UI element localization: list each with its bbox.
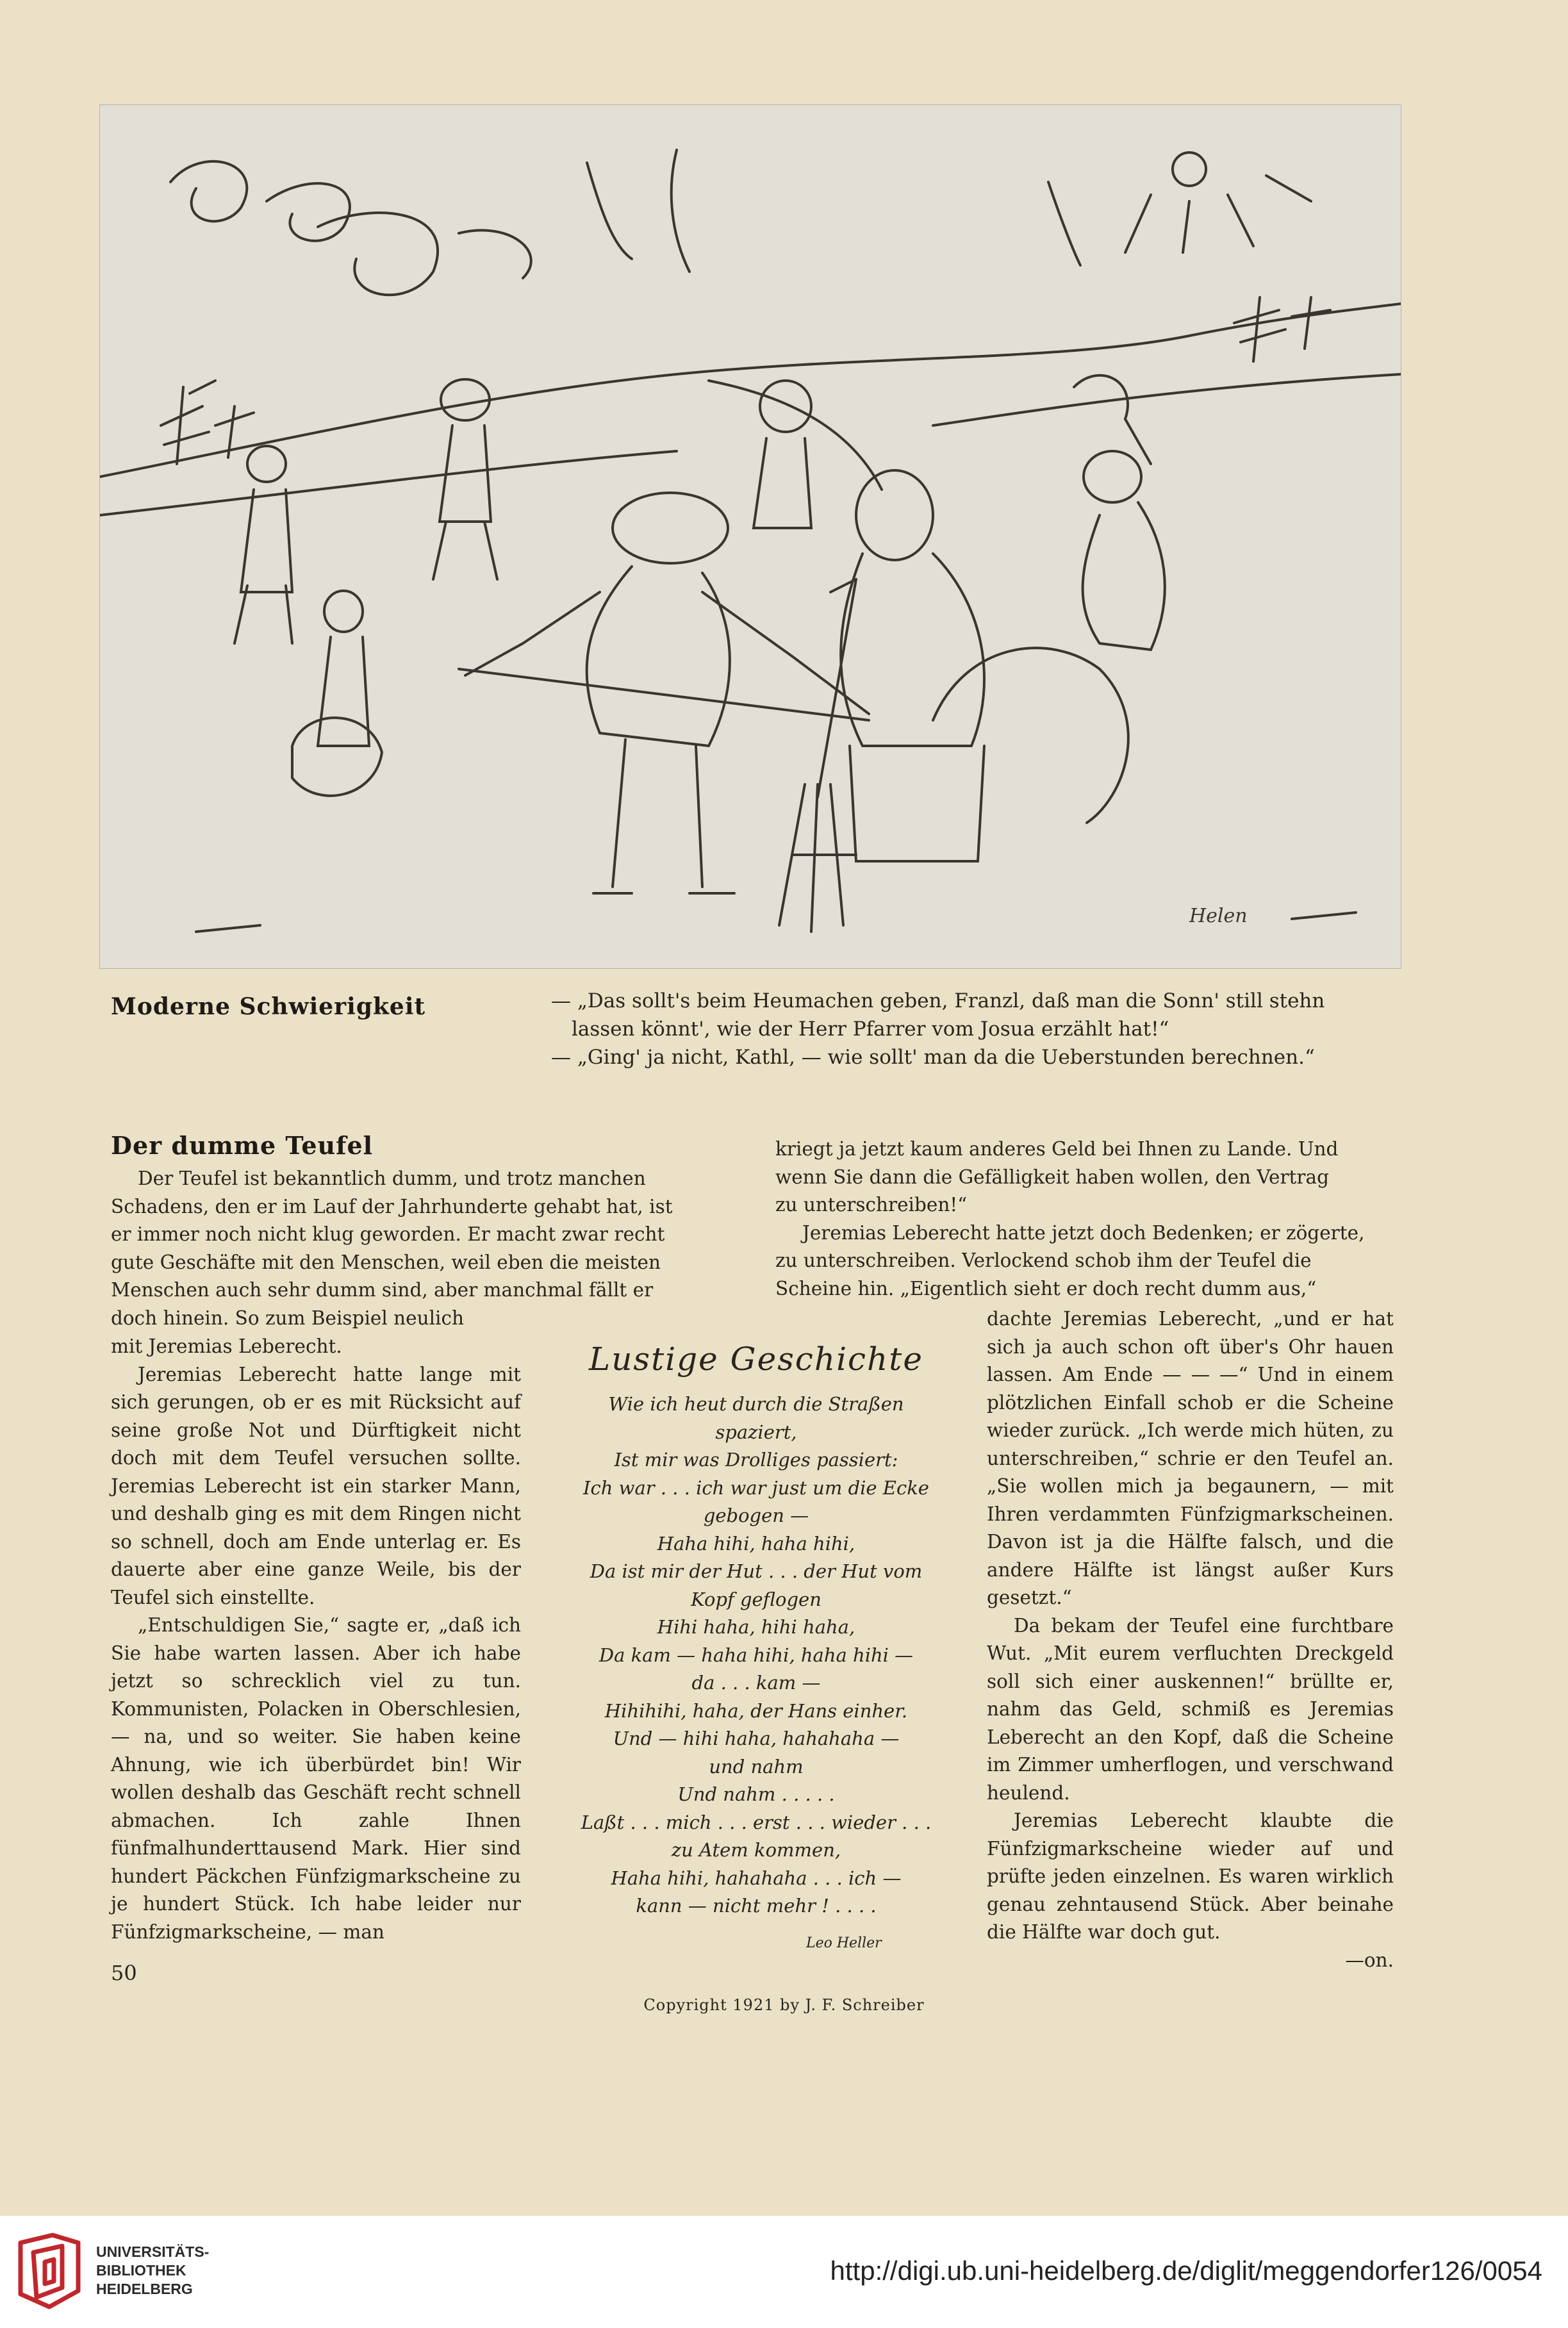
poem-line: spaziert,: [715, 1421, 797, 1443]
caption-title: Moderne Schwierigkeit: [111, 993, 426, 1020]
caption-line: — „Ging' ja nicht, Kathl, — wie sollt' man da die Ueberstunden berechnen.“: [551, 1046, 1315, 1069]
page-number: 50: [111, 1961, 137, 1985]
library-name: [96, 2243, 209, 2299]
library-footer: [0, 2216, 1568, 2328]
text-line: gute Geschäfte mit den Menschen, weil eben die meisten: [111, 1251, 661, 1273]
text-line: Menschen auch sehr dumm sind, aber manchmal fällt er: [111, 1279, 654, 1301]
illustration-drawing: [100, 105, 1401, 968]
caption-dialogue: [551, 987, 1403, 1071]
poem-line: gebogen —: [703, 1505, 809, 1526]
poem-line: Haha hihi, haha hihi,: [657, 1532, 855, 1555]
logo-icon: [14, 2230, 86, 2313]
article-left-top-block: [111, 1165, 726, 1332]
poem-line: Ist mir was Drolliges passiert:: [614, 1449, 898, 1471]
poem-line: Da kam — haha hihi, haha hihi —: [598, 1644, 914, 1666]
library-name-line: HEIDELBERG: [96, 2281, 193, 2297]
paragraph: Jeremias Leberecht klaubte die Fünfzigmarkscheine wieder auf und prüfte jeden einzelnen. Es waren wirklich genau zehntausend Stück. Aber beinahe die Hälfte war doch gut.: [987, 1810, 1394, 1943]
text-line: Scheine hin. „Eigentlich sieht er doch recht dumm aus,“: [775, 1277, 1317, 1300]
paragraph: dachte Jeremias Leberecht, „und er hat sich ja auch schon oft über's Ohr hauen lassen. Am Ende — — —“ Und in einem plötzlichen Einfall schob er die Scheine wieder zurück. „Ich werde mich hüten, zu unterschreiben,“ schrie er den Teufel an. „Sie wollen mich ja begaunern, — mit Ihren verdammten Fünfzigmarkscheinen. Davon ist ja die Hälfte falsch, und die andere Hälfte ist längst außer Kurs gesetzt.“: [987, 1308, 1394, 1608]
poem-line: Und nahm . . . . .: [677, 1783, 835, 1805]
text-line: mit Jeremias Leberecht.: [111, 1335, 342, 1357]
article-right-column: [987, 1305, 1394, 1974]
poem-title: Lustige Geschichte: [589, 1341, 923, 1378]
poem-author: Leo Heller: [806, 1935, 882, 1951]
poem-line: Da ist mir der Hut . . . der Hut vom: [590, 1560, 923, 1582]
artist-signature: Helen: [1189, 905, 1248, 927]
text-line: kriegt ja jetzt kaum anderes Geld bei Ihnen zu Lande. Und: [775, 1138, 1339, 1160]
paragraph: „Entschuldigen Sie,“ sagte er, „daß ich Sie habe warten lassen. Aber ich habe jetzt so schrecklich viel zu tun. Kommunisten, Polacken in Oberschlesien, — na, und so weiter. Sie haben keine Ahnung, wie ich überbürdet bin! Wir wollen deshalb das Geschäft recht schnell abmachen. Ich zahle Ihnen fünfmalhunderttausend Mark. Hier sind hundert Päckchen Fünfzigmarkscheine zu je hundert Stück. Ich habe leider nur Fünfzigmarkscheine, — man: [111, 1614, 521, 1943]
paragraph: Jeremias Leberecht hatte lange mit sich gerungen, ob er es mit Rücksicht auf seine große Not und Dürftigkeit nicht doch mit dem Teufel versuchen sollte. Jeremias Leberecht ist ein starker Mann, und deshalb ging es mit dem Ringen nicht so schnell, doch am Ende unterlag er. Es dauerte aber eine ganze Weile, bis der Teufel sich einstellte.: [111, 1363, 521, 1608]
article-left-column: [111, 1333, 521, 1946]
text-line: doch hinein. So zum Beispiel neulich: [111, 1307, 465, 1329]
article-signoff: —on.: [1345, 1949, 1394, 1971]
article-right-top-block: [775, 1135, 1394, 1303]
university-library-logo[interactable]: [14, 2230, 86, 2313]
poem-line: zu Atem kommen,: [671, 1839, 841, 1861]
poem-lines: [545, 1391, 968, 1920]
poem-line: Hihihihi, haha, der Hans einher.: [604, 1699, 908, 1722]
text-line: Der Teufel ist bekanntlich dumm, und trotz manchen: [138, 1168, 646, 1189]
caption-line: lassen könnt', wie der Herr Pfarrer vom Josua erzählt hat!“: [572, 1018, 1169, 1041]
poem-line: Wie ich heut durch die Straßen: [608, 1393, 904, 1415]
poem-line: Hihi haha, hihi haha,: [657, 1616, 855, 1638]
poem-line: Ich war . . . ich war just um die Ecke: [583, 1476, 929, 1499]
text-line: er immer noch nicht klug geworden. Er macht zwar recht: [111, 1223, 665, 1245]
article-heading: Der dumme Teufel: [111, 1131, 374, 1160]
permalink-url[interactable]: http://digi.ub.uni-heidelberg.de/diglit/meggendorfer126/0054: [830, 2256, 1542, 2286]
text-line: Schadens, den er im Lauf der Jahrhunderte gehabt hat, ist: [111, 1195, 673, 1218]
poem-line: da . . . kam —: [691, 1672, 821, 1694]
text-line: wenn Sie dann die Gefälligkeit haben wollen, den Vertrag: [775, 1166, 1329, 1188]
poem-line: kann — nicht mehr ! . . . .: [636, 1895, 877, 1917]
copyright-notice: Copyright 1921 by J. F. Schreiber: [643, 1996, 925, 2014]
library-name-line: UNIVERSITÄTS-: [96, 2243, 210, 2260]
poem-line: Und — hihi haha, hahahaha —: [613, 1728, 900, 1749]
poem-line: Haha hihi, hahahaha . . . ich —: [611, 1867, 902, 1889]
poem-line: und nahm: [709, 1755, 804, 1778]
hay-making-illustration: [99, 104, 1401, 969]
poem-line: Laßt . . . mich . . . erst . . . wieder . . .: [581, 1811, 932, 1833]
text-line: Jeremias Leberecht hatte jetzt doch Bedenken; er zögerte,: [802, 1221, 1365, 1244]
text-line: zu unterschreiben!“: [775, 1194, 968, 1216]
library-name-line: BIBLIOTHEK: [96, 2262, 186, 2279]
paragraph: Da bekam der Teufel eine furchtbare Wut. „Mit eurem verfluchten Dreckgeld soll sich einer auskennen!“ brüllte er, nahm das Geld, schmiß es Jeremias Leberecht an den Kopf, daß die Scheine im Zimmer umherflogen, und verschwand heulend.: [987, 1614, 1394, 1804]
poem: [545, 1341, 968, 1920]
caption-line: — „Das sollt's beim Heumachen geben, Franzl, daß man die Sonn' still stehn: [551, 989, 1325, 1012]
poem-line: Kopf geflogen: [691, 1588, 821, 1610]
text-line: zu unterschreiben. Verlockend schob ihm der Teufel die: [775, 1250, 1312, 1271]
